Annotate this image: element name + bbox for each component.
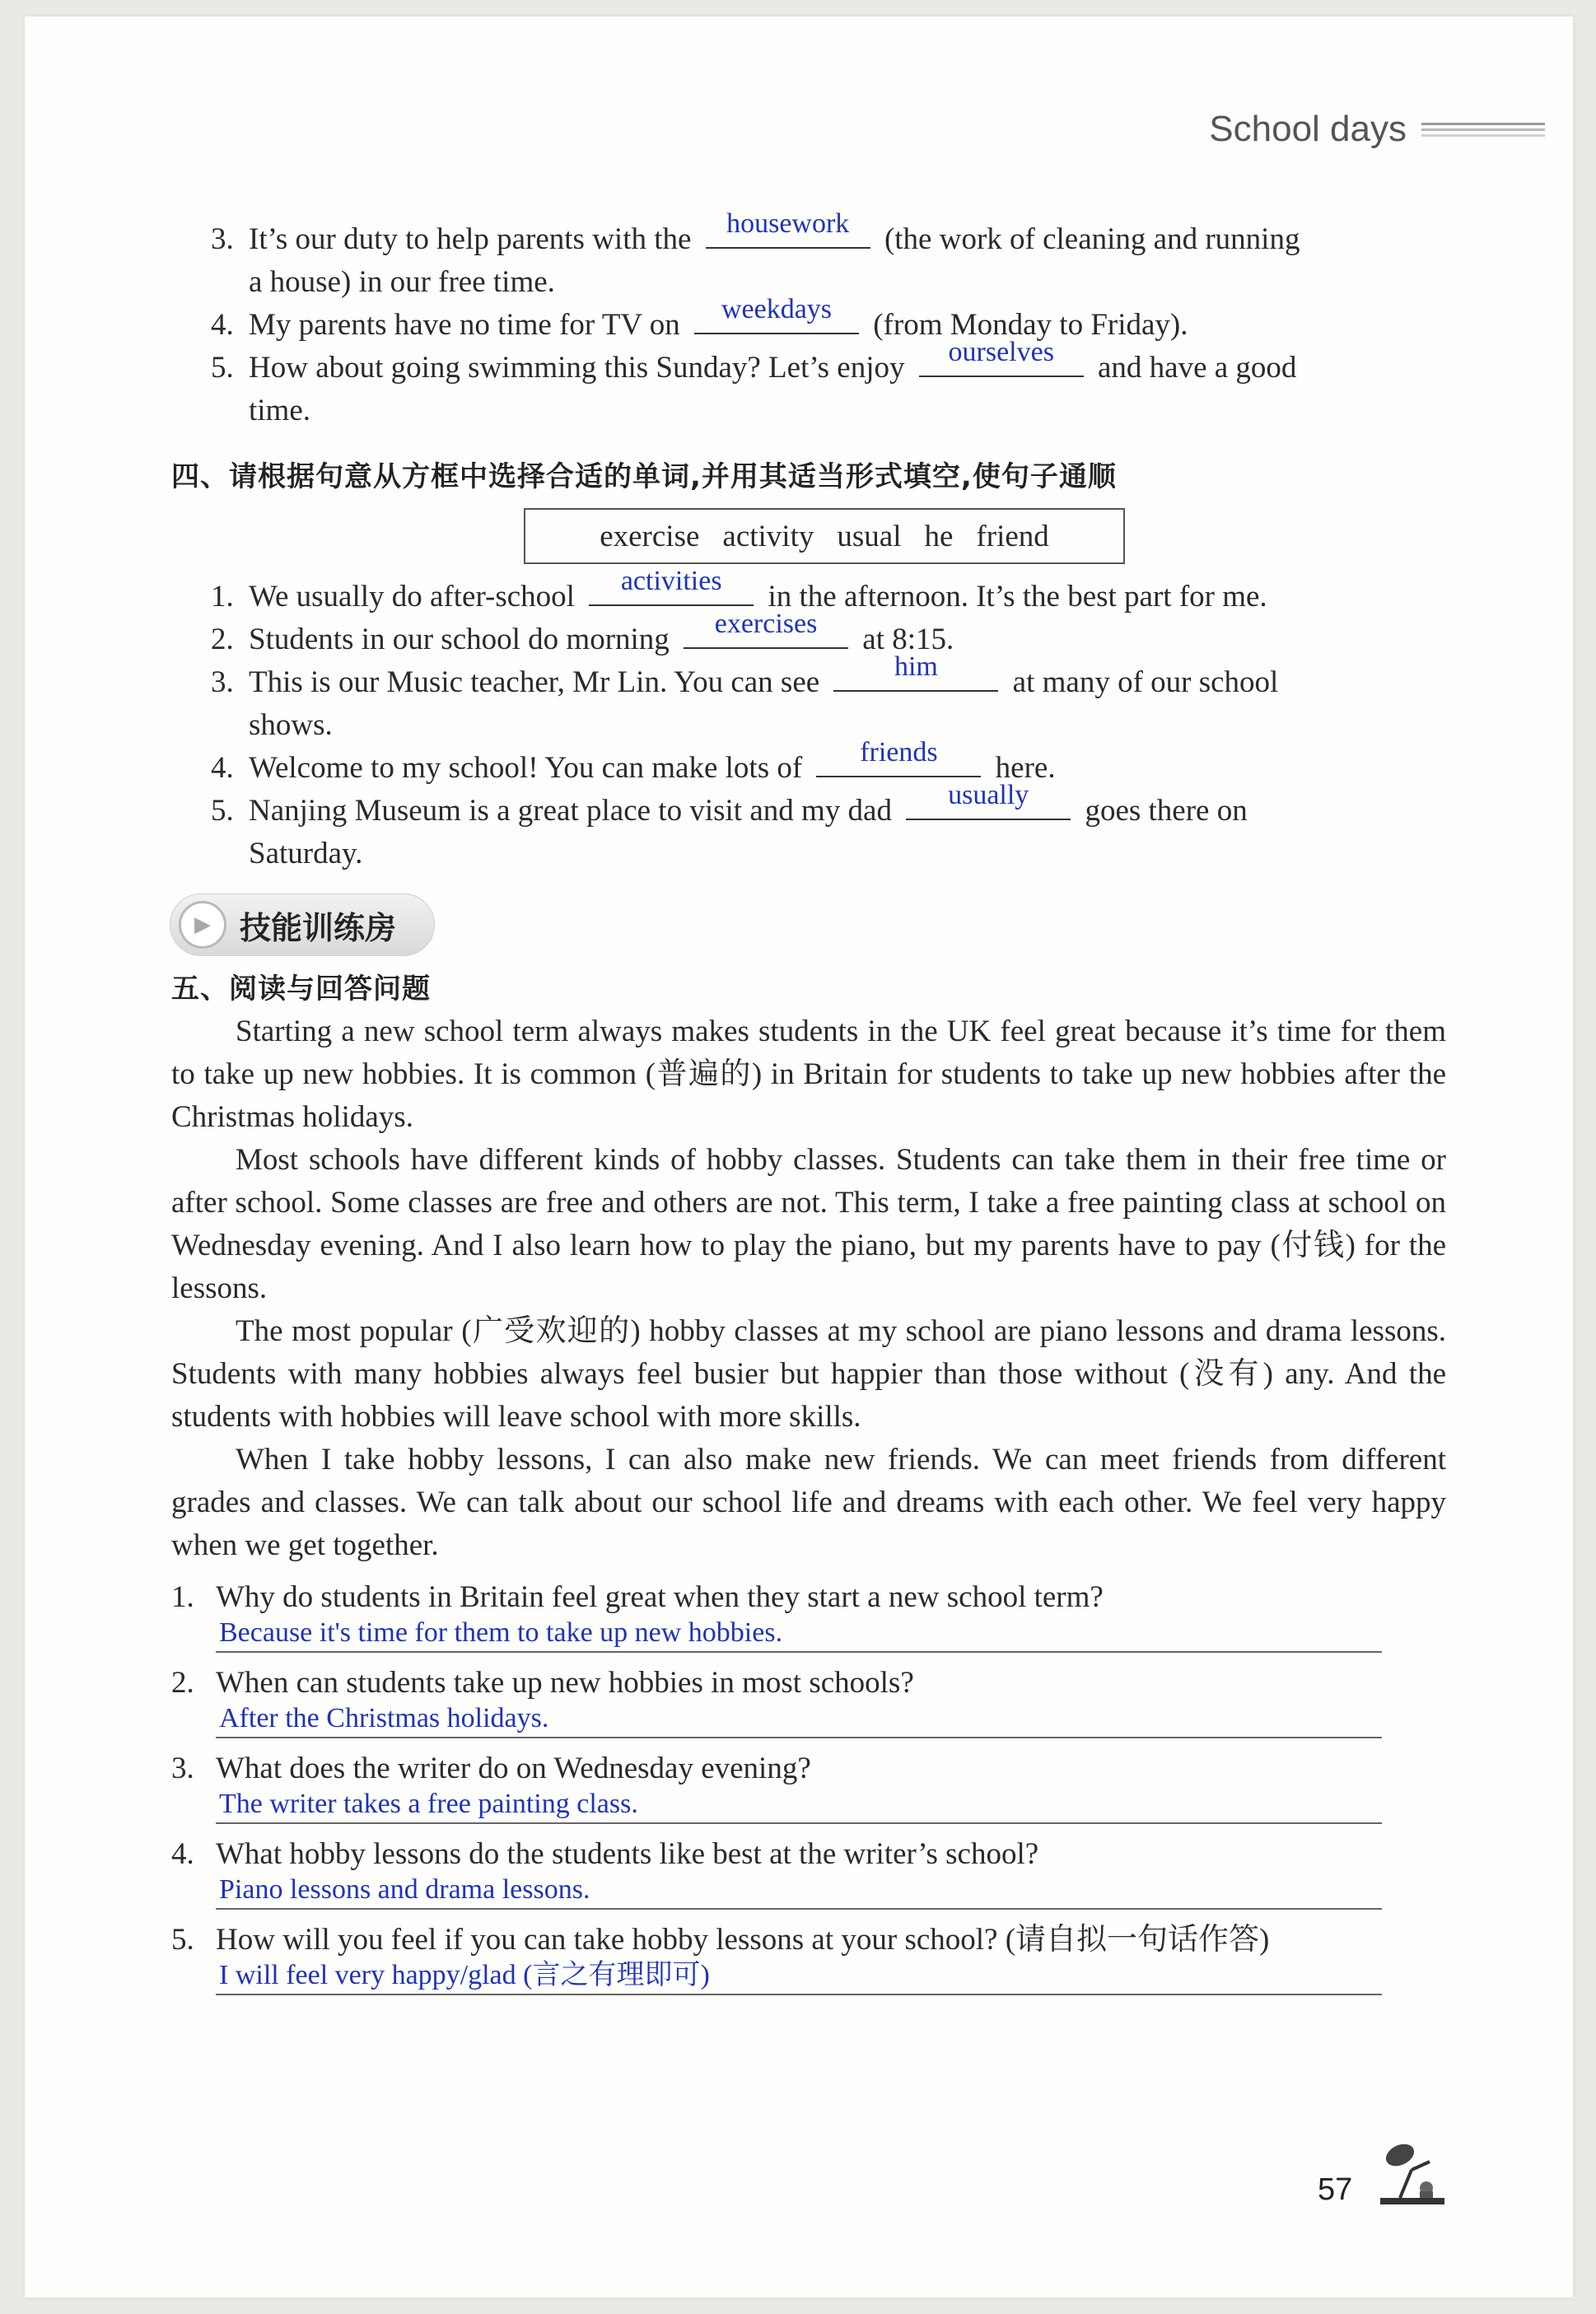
answer-blank[interactable]: ourselves bbox=[919, 348, 1084, 377]
question-2: 2. When can students take up new hobbies in most schools? After the Christmas holidays. bbox=[171, 1664, 1446, 1738]
answer-blank[interactable]: him bbox=[833, 662, 998, 692]
word-box: exercise activity usual he friend bbox=[524, 508, 1125, 564]
passage-paragraph: The most popular (广受欢迎的) hobby classes at my school are piano lessons and drama lessons. Students with many hobbies always feel busier but happier than those without (没有) any. And the students with hobbies will leave school with more skills. bbox=[171, 1314, 1446, 1434]
s3-item-3: 3. It’s our duty to help parents with the housework (the work of cleaning and running a house) in our free time. bbox=[211, 208, 1300, 299]
reading-passage bbox=[171, 1010, 1446, 1567]
lamp-icon bbox=[1375, 2137, 1449, 2211]
section5-heading: 五、阅读与回答问题 bbox=[171, 973, 431, 1005]
question-list bbox=[171, 1579, 1446, 1995]
header-title: School days bbox=[1209, 109, 1407, 149]
question-1: 1. Why do students in Britain feel great when they start a new school term? Because it's time for them to take up new hobbies. bbox=[171, 1579, 1446, 1653]
answer-line[interactable]: I will feel very happy/glad (言之有理即可) bbox=[216, 1959, 1382, 1995]
s4-item-1: 1. We usually do after-school activities in the afternoon. It’s the best part for me. bbox=[211, 566, 1267, 613]
section4-heading: 四、请根据句意从方框中选择合适的单词,并用其适当形式填空,使句子通顺 bbox=[171, 460, 1117, 493]
s4-item-3: 3. This is our Music teacher, Mr Lin. You can see him at many of our school shows. bbox=[211, 651, 1279, 742]
answer-blank[interactable]: housework bbox=[706, 219, 870, 249]
running-header bbox=[1209, 109, 1545, 150]
answer-blank[interactable]: exercises bbox=[684, 619, 848, 649]
s4-item-2: 2. Students in our school do morning exercises at 8:15. bbox=[211, 609, 954, 656]
question-5: 5. How will you feel if you can take hobby lessons at your school? (请自拟一句话作答) I will feel very happy/glad (言之有理即可) bbox=[171, 1921, 1446, 1995]
answer-blank[interactable]: activities bbox=[589, 576, 754, 606]
answer-line[interactable]: The writer takes a free painting class. bbox=[216, 1788, 1382, 1824]
s4-item-4: 4. Welcome to my school! You can make lots of friends here. bbox=[211, 737, 1056, 785]
s3-item-5: 5. How about going swimming this Sunday? Let’s enjoy ourselves and have a good time. bbox=[211, 337, 1297, 427]
passage-paragraph: Starting a new school term always makes students in the UK feel great because it’s time for them to take up new hobbies. It is common (普遍的) in Britain for students to take up new hobbies after the Christmas holidays. bbox=[171, 1015, 1446, 1134]
answer-blank[interactable]: friends bbox=[816, 748, 981, 777]
answer-blank[interactable]: weekdays bbox=[694, 305, 859, 334]
play-icon: ▶ bbox=[179, 901, 226, 949]
answer-blank[interactable]: usually bbox=[906, 791, 1071, 820]
workbook-page bbox=[25, 16, 1573, 2298]
answer-line[interactable]: After the Christmas holidays. bbox=[216, 1702, 1382, 1738]
question-4: 4. What hobby lessons do the students like best at the writer’s school? Piano lessons and drama lessons. bbox=[171, 1836, 1446, 1910]
passage-paragraph: When I take hobby lessons, I can also make new friends. We can meet friends from different grades and classes. We can talk about our school life and dreams with each other. We feel very happy when we get together. bbox=[171, 1443, 1446, 1562]
page-number: 57 bbox=[1318, 2172, 1353, 2207]
page-content bbox=[171, 208, 1446, 1995]
answer-line[interactable]: Because it's time for them to take up new hobbies. bbox=[216, 1617, 1382, 1653]
question-3: 3. What does the writer do on Wednesday evening? The writer takes a free painting class. bbox=[171, 1750, 1446, 1824]
skills-section-badge: ▶ 技能训练房 bbox=[170, 893, 435, 956]
answer-line[interactable]: Piano lessons and drama lessons. bbox=[216, 1873, 1382, 1910]
passage-paragraph: Most schools have different kinds of hobby classes. Students can take them in their free time or after school. Some classes are free and others are not. This term, I take a free painting class at school on Wednesday evening. And I also learn how to play the piano, but my parents have to pay (付钱) for the lessons. bbox=[171, 1143, 1446, 1305]
header-decoration bbox=[1421, 119, 1545, 139]
s3-item-4: 4. My parents have no time for TV on weekdays (from Monday to Friday). bbox=[211, 294, 1188, 342]
s4-item-5: 5. Nanjing Museum is a great place to visit and my dad usually goes there on Saturday. bbox=[211, 780, 1248, 870]
